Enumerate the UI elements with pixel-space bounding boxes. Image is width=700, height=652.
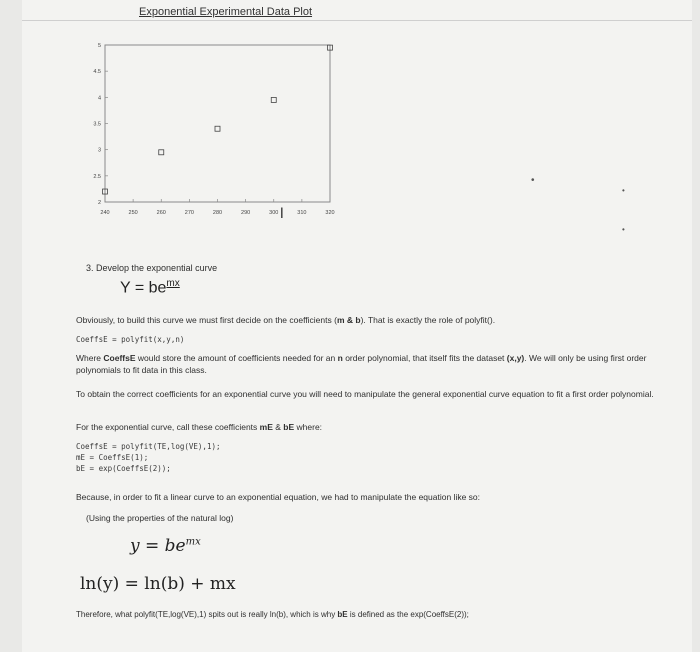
data-point <box>215 126 220 131</box>
paragraph-where <box>76 352 666 376</box>
code-line-be: bE = exp(CoeffsE(2)); <box>76 464 171 473</box>
equation-main-base: Y = be <box>120 279 167 297</box>
scatter-plot <box>22 0 692 240</box>
x-tick-label: 300 <box>269 210 279 216</box>
text-span: Where <box>76 353 104 363</box>
scan-speck: • <box>622 186 625 195</box>
text-span: where: <box>294 422 323 432</box>
text-span: order polynomial, that itself fits the dataset <box>342 353 507 363</box>
x-tick-label: 250 <box>128 210 138 216</box>
text-span: For the exponential curve, call these coefficients <box>76 422 260 432</box>
y-tick-label: 2 <box>97 200 101 206</box>
paragraph-because: Because, in order to fit a linear curve to an exponential equation, we had to manipulate the equation like so: <box>76 492 481 502</box>
data-point <box>271 97 276 102</box>
equation-y-exponent: mx <box>185 536 201 548</box>
bold-span: (x,y) <box>506 353 525 363</box>
equation-main-exponent: mx <box>166 278 180 289</box>
y-tick-label: 4.5 <box>93 69 101 76</box>
text-span: . We will only be using first order polynomials to fit data in this class. <box>76 353 647 375</box>
bold-span: mE <box>259 422 273 432</box>
scan-speck: • <box>531 175 535 186</box>
bold-span: bE <box>337 610 348 619</box>
equation-ln: ln(y) = ln(b) + mx <box>80 574 236 594</box>
bold-span: bE <box>283 422 295 432</box>
y-tick-label: 5 <box>97 43 101 49</box>
text-span: is defined as the exp(CoeffsE(2)); <box>347 610 469 619</box>
text-span: Obviously, to build this curve we must first decide on the coefficients ( <box>76 315 337 325</box>
code-line-polyfit: CoeffsE = polyfit(x,y,n) <box>76 335 185 344</box>
x-tick-label: 270 <box>184 210 194 216</box>
text-cursor-icon: I <box>279 206 284 222</box>
bold-span: CoeffsE <box>103 353 136 363</box>
x-tick-label: 260 <box>156 210 166 216</box>
plot-frame <box>105 45 330 202</box>
plot-title: Exponential Experimental Data Plot <box>139 6 313 18</box>
document-page <box>22 0 692 652</box>
code-line-coeffs: CoeffsE = polyfit(TE,log(VE),1); <box>76 442 221 451</box>
scan-speck: • <box>622 225 625 234</box>
text-span: & <box>272 422 284 432</box>
text-span: would store the amount of coefficients needed for an <box>135 353 338 363</box>
x-tick-label: 240 <box>100 210 110 216</box>
paragraph-obtain: To obtain the correct coefficients for an exponential curve you will need to manipulate the general exponential curve equation to fit a first order polynomial. <box>76 389 654 399</box>
text-span: Therefore, what polyfit(TE,log(VE),1) spits out is really ln(b), which is why <box>76 610 338 619</box>
x-tick-label: 280 <box>212 210 223 216</box>
data-point <box>159 150 164 155</box>
y-tick-label: 4 <box>97 95 101 102</box>
paragraph-using: (Using the properties of the natural log) <box>86 513 234 523</box>
bold-span: m & b <box>336 315 361 325</box>
paragraph-for <box>76 421 322 433</box>
code-line-me: mE = CoeffsE(1); <box>76 453 149 462</box>
paragraph-obviously <box>76 314 656 326</box>
y-tick-label: 3 <box>97 147 101 154</box>
x-tick-label: 310 <box>297 210 307 216</box>
equation-y <box>130 536 201 556</box>
x-tick-label: 290 <box>241 210 251 216</box>
x-tick-label: 320 <box>325 210 335 216</box>
equation-y-base: y = be <box>130 536 186 556</box>
bold-span: n <box>337 353 343 363</box>
y-tick-label: 3.5 <box>93 121 101 128</box>
equation-main <box>120 278 180 297</box>
text-span: ). That is exactly the role of polyfit(). <box>360 315 496 325</box>
section-heading: 3. Develop the exponential curve <box>86 263 218 273</box>
y-tick-label: 2.5 <box>93 173 101 180</box>
paragraph-therefore <box>76 609 676 621</box>
